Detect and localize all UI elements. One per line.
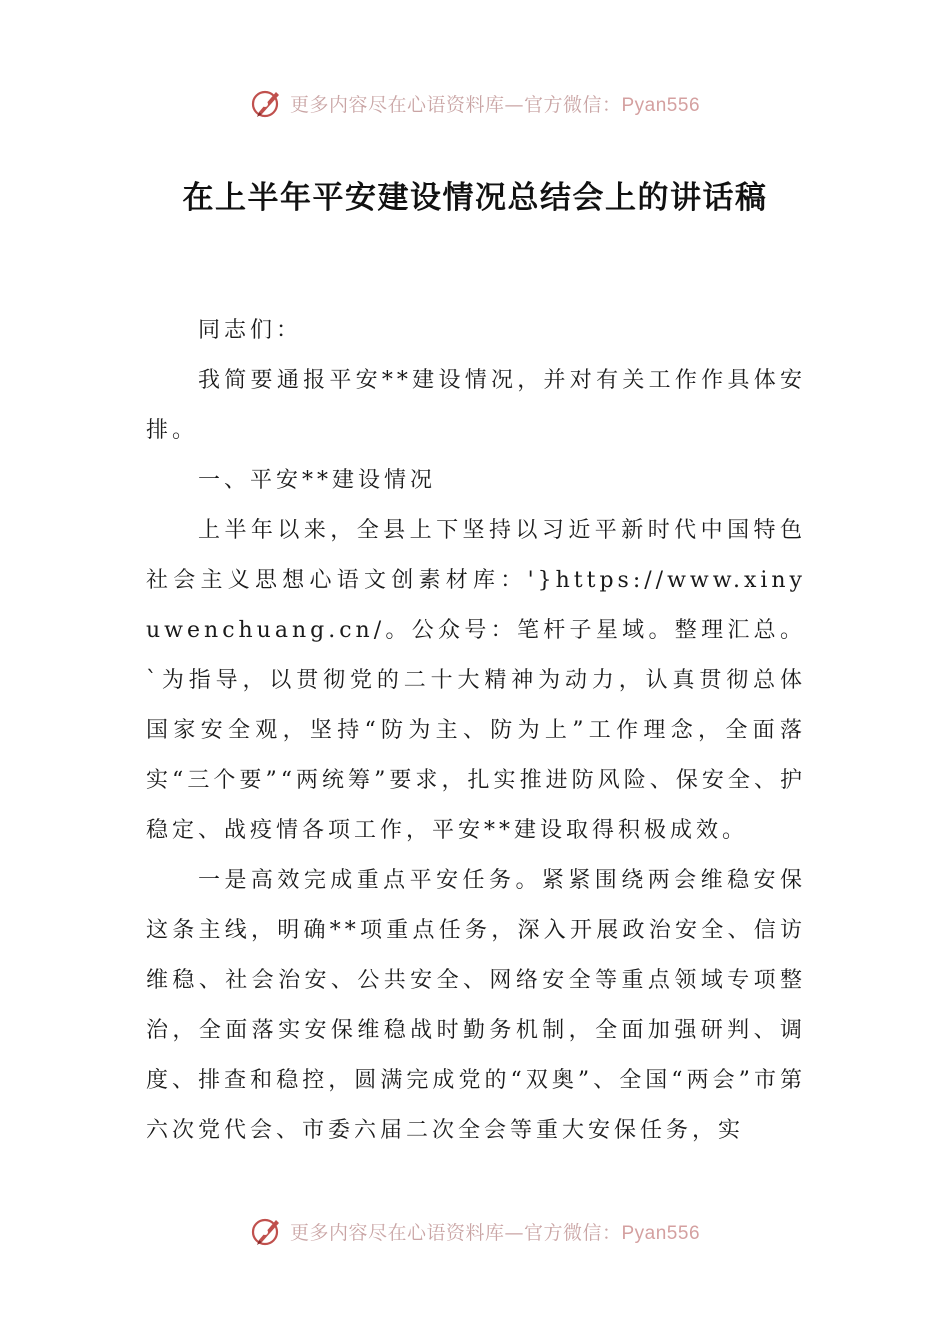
watermark-id: Pyan556 [621, 1222, 701, 1244]
document-body [146, 306, 806, 1156]
paragraph-salutation: 同志们： [198, 318, 303, 343]
watermark-footer [0, 1211, 950, 1251]
watermark-id: Pyan556 [621, 94, 701, 116]
pen-nib-circle-icon [250, 86, 284, 120]
document-title: 在上半年平安建设情况总结会上的讲话稿 [182, 180, 768, 216]
watermark-text: 更多内容尽在心语资料库—官方微信：Pyan556 [289, 93, 701, 116]
paragraph-intro: 我简要通报平安**建设情况，并对有关工作作具体安排。 [146, 368, 806, 443]
section-heading: 一、平安**建设情况 [198, 468, 437, 493]
watermark-header [0, 83, 950, 123]
watermark-text: 更多内容尽在心语资料库—官方微信：Pyan556 [289, 1221, 701, 1244]
paragraph-point-one: 一是高效完成重点平安任务。紧紧围绕两会维稳安保这条主线，明确**项重点任务，深入开展政治安全、信访维稳、社会治安、公共安全、网络安全等重点领域专项整治，全面落实安保维稳战时勤务机制，全面加强研判、调度、排查和稳控，圆满完成党的“双奥”、全国“两会”市第六次党代会、市委六届二次全会等重大安保任务，实 [146, 868, 806, 1143]
paragraph-overview: 上半年以来，全县上下坚持以习近平新时代中国特色社会主义思想心语文创素材库：'}https://www.xinyuwenchuang.cn/。公众号：笔杆子星域。整理汇总。`为指导，以贯彻党的二十大精神为动力，认真贯彻总体国家安全观，坚持“防为主、防为上”工作理念，全面落实“三个要”“两统筹”要求，扎实推进防风险、保安全、护稳定、战疫情各项工作，平安**建设取得积极成效。 [146, 518, 806, 843]
pen-nib-circle-icon [250, 1214, 284, 1248]
